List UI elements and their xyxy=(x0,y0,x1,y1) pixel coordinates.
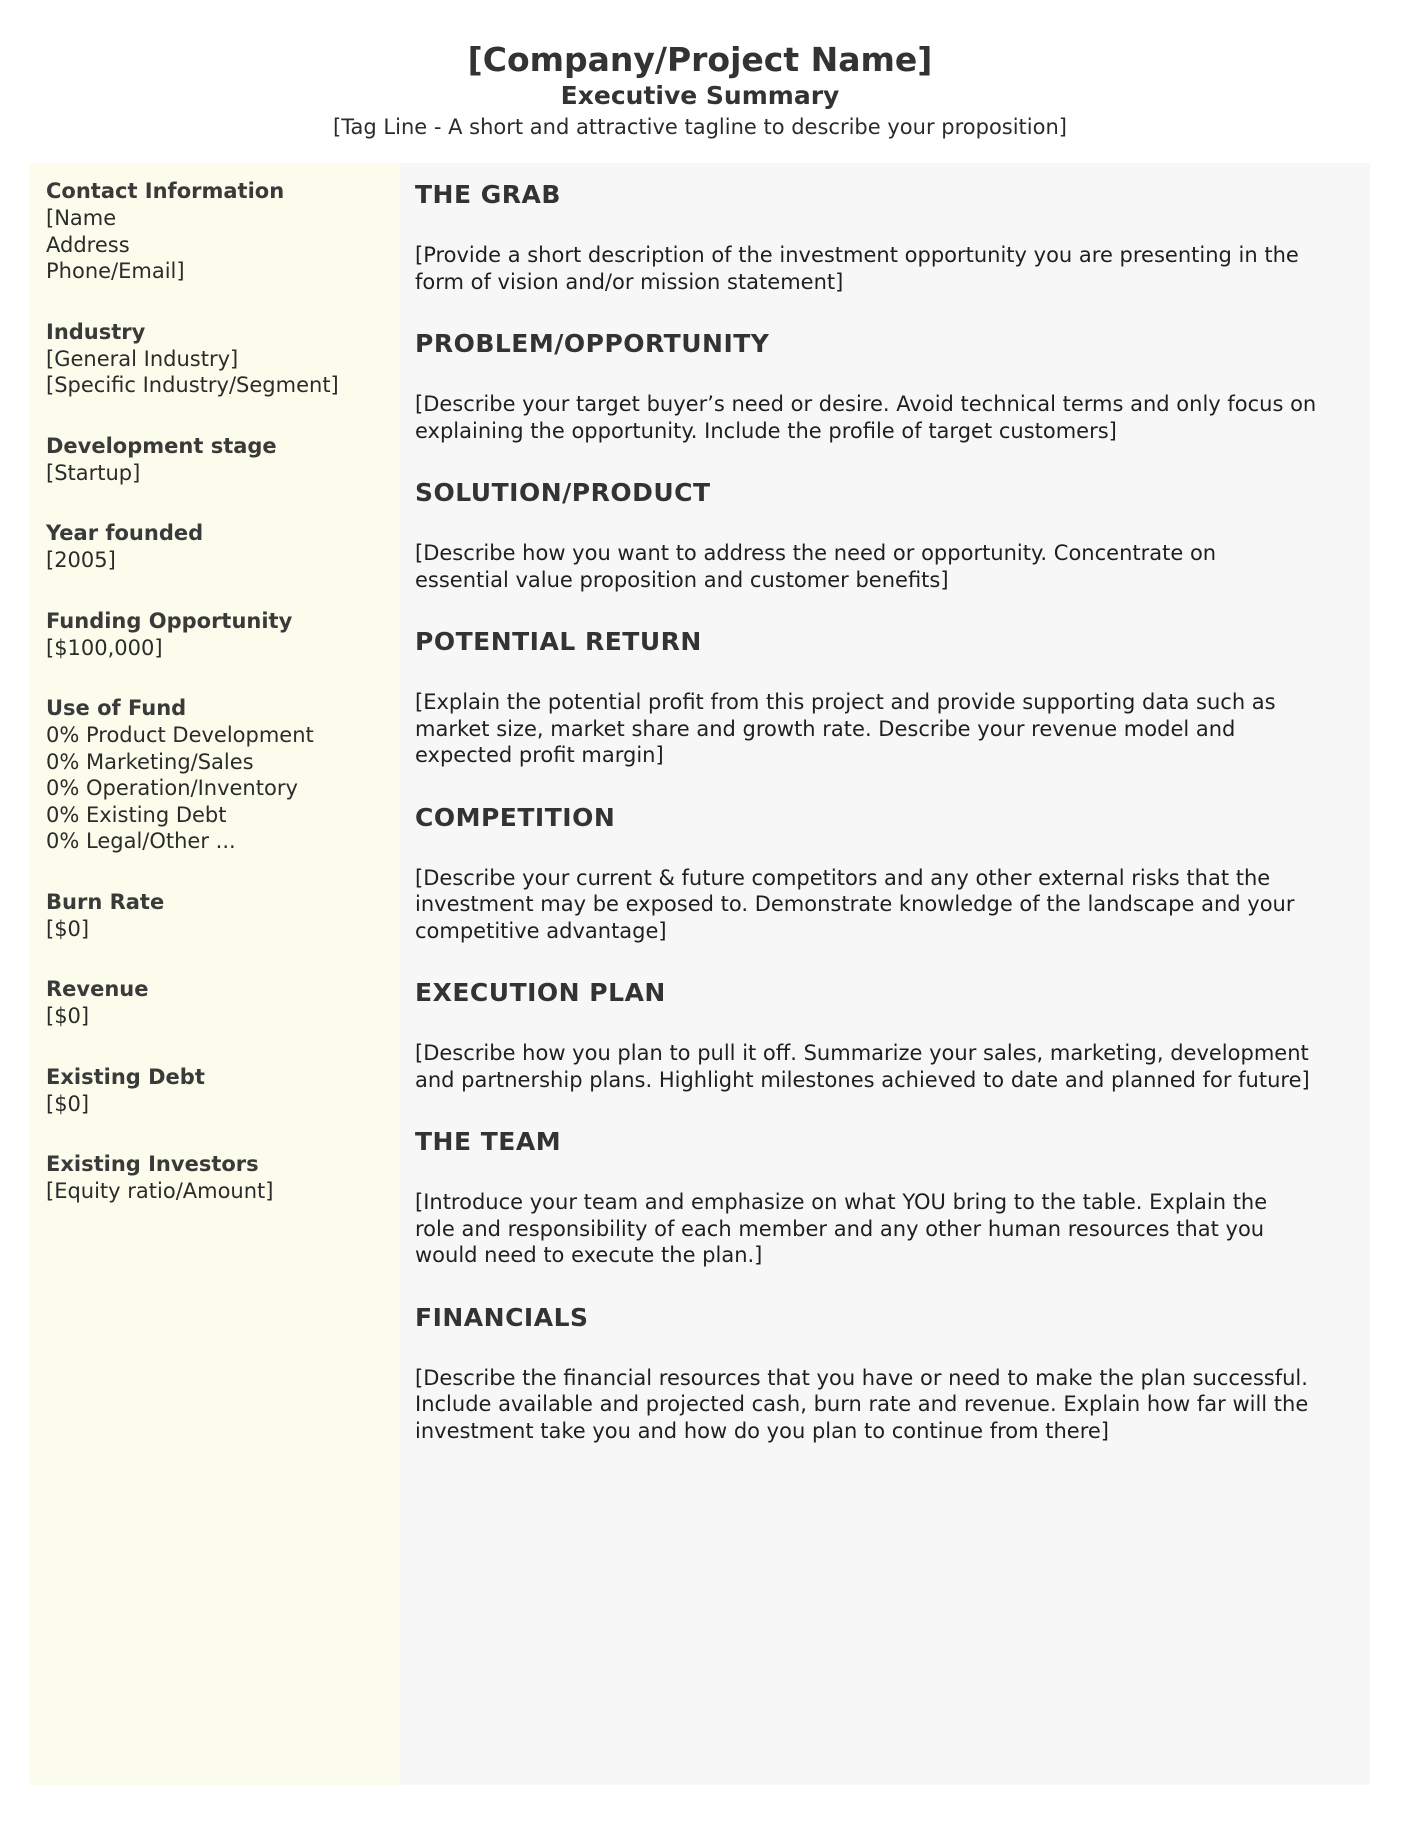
section-body xyxy=(415,540,1350,593)
use-of-fund-item: 0% Marketing/Sales xyxy=(46,749,254,774)
revenue-value: [$0] xyxy=(46,1004,90,1028)
year-founded-label: Year founded xyxy=(46,521,204,545)
section-body-line: [Describe the financial resources that you have or need to make the plan successful. xyxy=(415,1365,1308,1390)
section-body-line: form of vision and/or mission statement] xyxy=(415,269,844,294)
section-the-team xyxy=(415,1126,1350,1269)
use-of-fund-item: 0% Legal/Other ... xyxy=(46,829,236,853)
burn-rate-block xyxy=(46,889,385,943)
development-stage-label: Development stage xyxy=(46,433,277,458)
sidebar xyxy=(30,163,400,1785)
development-stage-block xyxy=(46,433,385,487)
section-body xyxy=(415,865,1350,945)
industry-specific: [Specific Industry/Segment] xyxy=(46,373,339,397)
section-title: FINANCIALS xyxy=(415,1302,589,1332)
section-body xyxy=(415,689,1350,769)
section-body-line: would need to execute the plan.] xyxy=(415,1243,763,1267)
section-body-line: [Describe your target buyer’s need or desire. Avoid technical terms and only focus on xyxy=(415,392,1317,416)
section-title: COMPETITION xyxy=(415,802,616,832)
section-body-line: investment take you and how do you plan to continue from there] xyxy=(415,1418,1109,1443)
section-body-line: market size, market share and growth rate. Describe your revenue model and xyxy=(415,716,1236,741)
section-body xyxy=(415,1189,1350,1269)
section-body-line: role and responsibility of each member and any other human resources that you xyxy=(415,1216,1265,1241)
year-founded-value: [2005] xyxy=(46,548,116,572)
contact-address: Address xyxy=(46,232,130,257)
section-body-line: competitive advantage] xyxy=(415,918,667,943)
existing-investors-block xyxy=(46,1151,385,1205)
industry-block xyxy=(46,319,385,399)
section-body-line: [Introduce your team and emphasize on what YOU bring to the table. Explain the xyxy=(415,1190,1268,1214)
existing-debt-value: [$0] xyxy=(46,1091,90,1116)
use-of-fund-item: 0% Operation/Inventory xyxy=(46,776,298,800)
contact-information-label: Contact Information xyxy=(46,179,285,203)
section-body xyxy=(415,1365,1350,1445)
section-body-line: essential value proposition and customer benefits] xyxy=(415,567,949,592)
section-body-line: explaining the opportunity. Include the profile of target customers] xyxy=(415,418,1117,443)
page-title: [Company/Project Name] xyxy=(467,40,933,79)
section-problem-opportunity xyxy=(415,328,1350,444)
use-of-fund-label: Use of Fund xyxy=(46,696,187,720)
existing-investors-label: Existing Investors xyxy=(46,1152,259,1176)
section-title: SOLUTION/PRODUCT xyxy=(415,478,711,507)
contact-phone-email: Phone/Email] xyxy=(46,259,185,283)
industry-general: [General Industry] xyxy=(46,346,239,371)
existing-investors-value: [Equity ratio/Amount] xyxy=(46,1179,274,1203)
section-body-line: Include available and projected cash, burn rate and revenue. Explain how far will the xyxy=(415,1392,1309,1416)
tagline: [Tag Line - A short and attractive tagline to describe your proposition] xyxy=(333,115,1067,139)
revenue-block xyxy=(46,976,385,1030)
section-body-line: investment may be exposed to. Demonstrate knowledge of the landscape and your xyxy=(415,892,1295,916)
section-body-line: and partnership plans. Highlight milestones achieved to date and planned for future] xyxy=(415,1067,1310,1092)
section-body-line: expected profit margin] xyxy=(415,743,664,767)
funding-opportunity-value: [$100,000] xyxy=(46,635,163,660)
section-body-line: [Describe your current & future competitors and any other external risks that the xyxy=(415,865,1271,890)
burn-rate-value: [$0] xyxy=(46,916,90,941)
section-title: THE GRAB xyxy=(415,180,561,209)
use-of-fund-item: 0% Existing Debt xyxy=(46,802,227,827)
section-the-grab xyxy=(415,179,1350,295)
section-body xyxy=(415,1040,1350,1093)
funding-opportunity-label: Funding Opportunity xyxy=(46,608,293,633)
main-content xyxy=(400,163,1370,1785)
existing-debt-block xyxy=(46,1064,385,1118)
section-title: POTENTIAL RETURN xyxy=(415,627,702,656)
document-header xyxy=(0,40,1400,142)
section-body-line: [Describe how you want to address the need or opportunity. Concentrate on xyxy=(415,541,1217,565)
contact-name: [Name xyxy=(46,206,117,230)
section-body xyxy=(415,242,1350,295)
page-subtitle: Executive Summary xyxy=(560,81,840,110)
use-of-fund-item: 0% Product Development xyxy=(46,723,314,747)
section-financials xyxy=(415,1302,1350,1445)
section-title: THE TEAM xyxy=(415,1127,562,1156)
section-title: PROBLEM/OPPORTUNITY xyxy=(415,329,770,358)
section-execution-plan xyxy=(415,977,1350,1093)
contact-information-block xyxy=(46,178,385,285)
section-body xyxy=(415,391,1350,444)
section-title: EXECUTION PLAN xyxy=(415,978,666,1007)
use-of-fund-block xyxy=(46,695,385,855)
section-solution-product xyxy=(415,477,1350,593)
section-potential-return xyxy=(415,626,1350,769)
section-body-line: [Provide a short description of the investment opportunity you are presenting in the xyxy=(415,243,1299,267)
development-stage-value: [Startup] xyxy=(46,460,141,485)
year-founded-block xyxy=(46,520,385,574)
existing-debt-label: Existing Debt xyxy=(46,1064,205,1089)
funding-opportunity-block xyxy=(46,608,385,662)
revenue-label: Revenue xyxy=(46,977,149,1001)
industry-label: Industry xyxy=(46,319,146,344)
section-body-line: [Describe how you plan to pull it off. Summarize your sales, marketing, development xyxy=(415,1041,1309,1065)
section-competition xyxy=(415,802,1350,945)
burn-rate-label: Burn Rate xyxy=(46,889,165,914)
section-body-line: [Explain the potential profit from this project and provide supporting data such as xyxy=(415,690,1276,714)
